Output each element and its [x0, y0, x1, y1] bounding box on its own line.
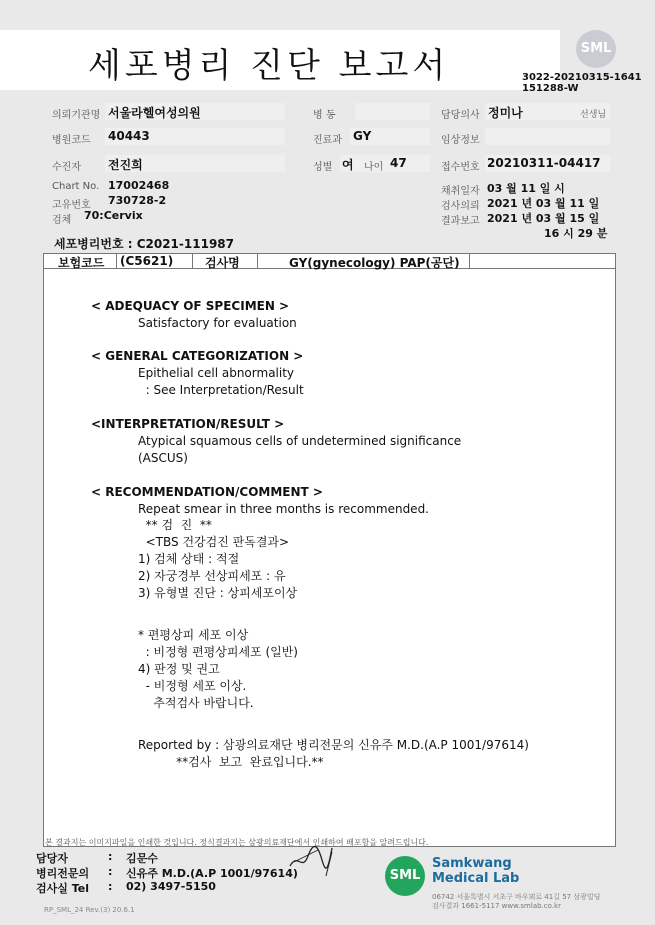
- recommendation-line7: * 편평상피 세포 이상: [138, 628, 249, 642]
- doctor-suffix: 선생님: [580, 110, 607, 120]
- specimen-label: 검체: [52, 215, 72, 226]
- recommendation-line2: ** 검 진 **: [138, 518, 212, 532]
- clinical-info-label: 임상정보: [441, 135, 480, 146]
- result-time-value: 16 시 29 분: [544, 227, 608, 240]
- header-divider-4: [469, 254, 470, 268]
- general-line1: Epithelial cell abnormality: [138, 366, 295, 380]
- lab-address: [432, 893, 600, 911]
- report-header-row: [44, 254, 615, 269]
- manager-colon: :: [108, 850, 113, 863]
- lab-name-line2: Medical Lab: [432, 871, 520, 886]
- request-date-value: 2021 년 03 월 11 일: [487, 197, 600, 210]
- lab-name-line1: Samkwang: [432, 856, 512, 871]
- report-number-line2: 151288-W: [522, 83, 579, 94]
- cytology-number: 세포병리번호 : C2021-111987: [54, 237, 234, 251]
- sex-value: 여: [342, 158, 354, 172]
- unique-id-value: 730728-2: [108, 194, 167, 207]
- test-name-value: GY(gynecology) PAP(공단): [289, 256, 460, 270]
- interpretation-line2: (ASCUS): [138, 451, 188, 465]
- patient-label: 수진자: [52, 162, 81, 173]
- report-box: [43, 253, 616, 847]
- recommendation-line4: 1) 검체 상태 : 적절: [138, 552, 240, 566]
- report-complete: **검사 보고 완료입니다.**: [138, 755, 324, 769]
- receipt-no-value: 20210311-04417: [487, 156, 601, 170]
- interpretation-title: <INTERPRETATION/RESULT >: [91, 417, 285, 431]
- insurance-code-label: 보험코드: [58, 256, 105, 270]
- doctor-label: 담당의사: [441, 110, 480, 121]
- page-title: 세포병리 진단 보고서: [88, 46, 450, 86]
- request-date-label: 검사의뢰: [441, 201, 480, 212]
- hospital-code-value: 40443: [108, 129, 150, 143]
- manager-label: 담당자: [36, 852, 68, 865]
- recommendation-title: < RECOMMENDATION/COMMENT >: [91, 485, 323, 499]
- samkwang-logo: SML: [385, 856, 425, 896]
- header-divider-2: [192, 254, 193, 268]
- ward-label: 병 동: [313, 110, 336, 121]
- adequacy-title: < ADEQUACY OF SPECIMEN >: [91, 299, 290, 313]
- lab-tel-colon: :: [108, 880, 113, 893]
- pathologist-colon: :: [108, 865, 113, 878]
- age-value: 47: [390, 156, 407, 170]
- general-title: < GENERAL CATEGORIZATION >: [91, 349, 304, 363]
- recommendation-line6: 3) 유형별 진단 : 상피세포이상: [138, 586, 298, 600]
- result-date-label: 결과보고: [441, 216, 480, 227]
- header-divider-1: [116, 254, 117, 268]
- signature-graphic: [288, 842, 334, 876]
- collect-date-value: 03 월 11 일 시: [487, 182, 565, 195]
- specimen-value: 70:Cervix: [84, 209, 143, 222]
- ward-field-bg: [355, 103, 430, 120]
- sml-logo: SML: [576, 30, 616, 68]
- lab-address-line2: 검사결과 1661-5117 www.smlab.co.kr: [432, 902, 561, 910]
- recommendation-line8: : 비정형 편평상피세포 (일반): [138, 645, 298, 659]
- form-code: RP_SML_24 Rev.(3) 20.6.1: [44, 906, 135, 914]
- general-line2: : See Interpretation/Result: [138, 383, 304, 397]
- reported-by: Reported by : 삼광의료재단 병리전문의 신유주 M.D.(A.P 1001/97614): [138, 738, 529, 752]
- recommendation-line1: Repeat smear in three months is recommended.: [138, 502, 429, 516]
- chart-no-label: Chart No.: [52, 181, 100, 192]
- recommendation-line3: <TBS 건강검진 판독결과>: [138, 535, 290, 549]
- lab-name: [432, 856, 519, 886]
- insurance-code-value: (C5621): [120, 254, 174, 268]
- interpretation-line1: Atypical squamous cells of undetermined significance: [138, 434, 462, 448]
- manager-value: 김문수: [126, 852, 158, 865]
- result-date-value: 2021 년 03 월 15 일: [487, 212, 600, 225]
- adequacy-text: Satisfactory for evaluation: [138, 316, 297, 330]
- lab-address-line1: 06742 서울특별시 서초구 바우뫼로 41길 57 삼광빌딩: [432, 893, 601, 901]
- pathologist-value: 신유주 M.D.(A.P 1001/97614): [126, 867, 298, 880]
- doctor-value: 정미나: [488, 106, 523, 120]
- dept-label: 진료과: [313, 135, 342, 146]
- header-divider-3: [257, 254, 258, 268]
- receipt-no-label: 접수번호: [441, 162, 480, 173]
- lab-tel-value: 02) 3497-5150: [126, 880, 216, 893]
- pathologist-label: 병리전문의: [36, 867, 90, 880]
- recommendation-line5: 2) 자궁경부 선상피세포 : 유: [138, 569, 286, 583]
- clinical-info-field-bg: [485, 128, 610, 145]
- dept-value: GY: [353, 129, 372, 143]
- report-number-line1: 3022-20210315-1641: [522, 72, 642, 83]
- collect-date-label: 채취일자: [441, 186, 480, 197]
- institution-value: 서울라헬여성의원: [108, 106, 201, 120]
- report-number: [522, 72, 642, 94]
- unique-id-label: 고유번호: [52, 200, 91, 211]
- test-name-label: 검사명: [205, 256, 240, 270]
- recommendation-line10: - 비정형 세포 이상.: [138, 679, 247, 693]
- hospital-code-label: 병원코드: [52, 135, 91, 146]
- recommendation-line9: 4) 판정 및 권고: [138, 662, 220, 676]
- age-label: 나이: [364, 162, 384, 173]
- fine-print: 본 결과지는 이미지파일을 인쇄한 것입니다. 정식결과지는 삼광의료재단에서 인쇄하여 배포함을 알려드립니다.: [45, 838, 429, 847]
- lab-tel-label: 검사실 Tel: [36, 882, 89, 895]
- institution-label: 의뢰기관명: [52, 110, 101, 121]
- recommendation-line11: 추적검사 바랍니다.: [138, 696, 254, 710]
- patient-value: 전진희: [108, 158, 143, 172]
- sex-label: 성별: [313, 162, 333, 173]
- chart-no-value: 17002468: [108, 179, 170, 192]
